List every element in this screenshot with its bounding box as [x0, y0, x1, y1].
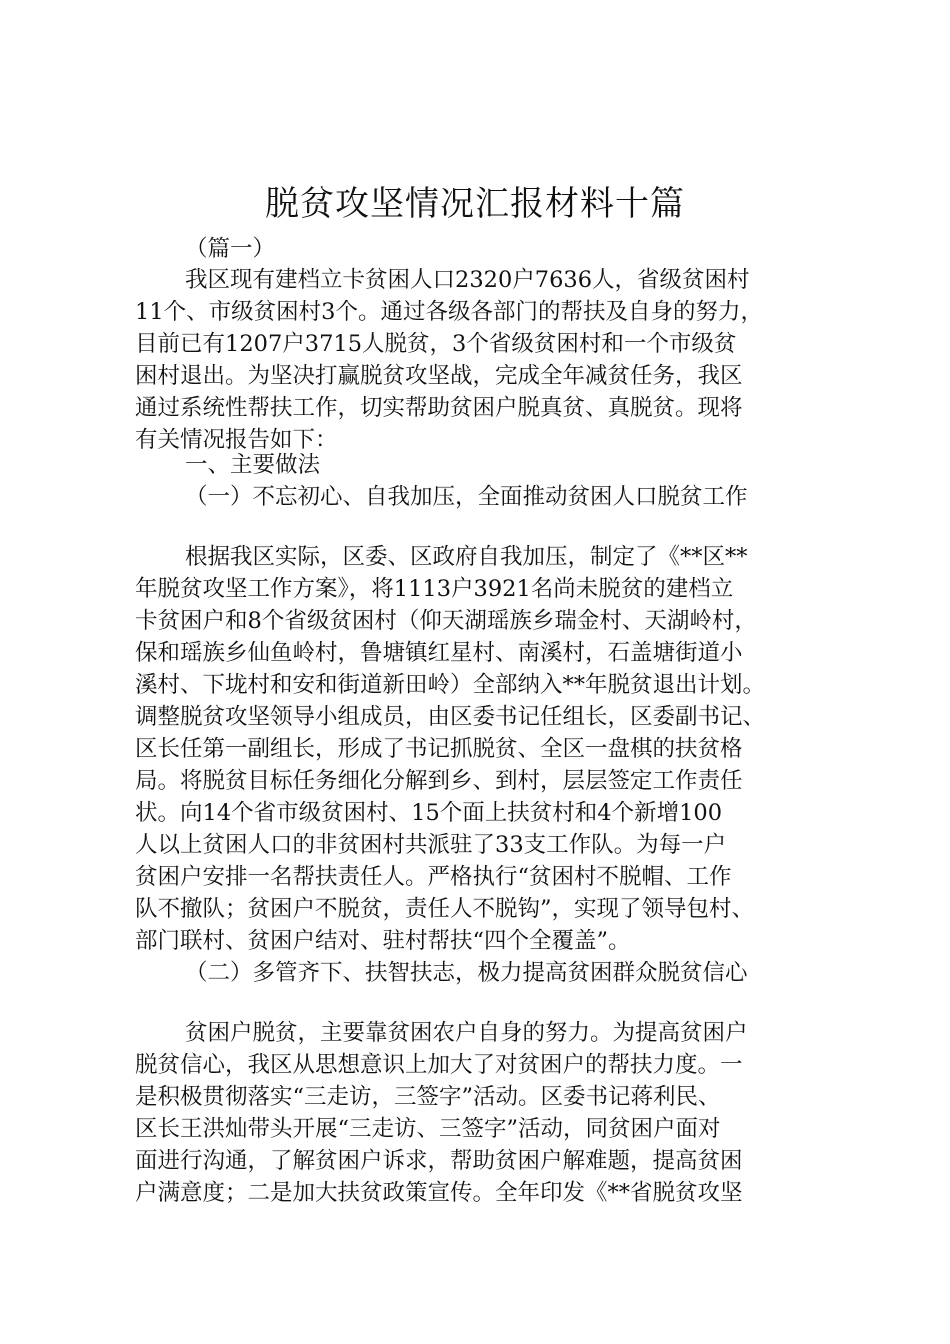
paragraph-line: 11个、市级贫困村3个。通过各级各部门的帮扶及自身的努力，	[135, 299, 763, 325]
subheading-one: （一）不忘初心、自我加压，全面推动贫困人口脱贫工作	[185, 484, 748, 510]
subheading-two: （二）多管齐下、扶智扶志，极力提高贫困群众脱贫信心	[185, 960, 748, 986]
paragraph-line: 保和瑶族乡仙鱼岭村，鲁塘镇红星村、南溪村，石盖塘街道小	[135, 640, 743, 666]
paragraph-line: 是积极贯彻落实“三走访，三签字”活动。区委书记蒋利民、	[135, 1084, 721, 1110]
document-title: 脱贫攻坚情况汇报材料十篇	[265, 184, 685, 224]
paragraph-line: 队不撤队；贫困户不脱贫，责任人不脱钩”，实现了领导包村、	[135, 896, 755, 922]
paragraph-line: 溪村、下垅村和安和街道新田岭）全部纳入**年脱贫退出计划。	[135, 672, 766, 698]
paragraph-line: 脱贫信心，我区从思想意识上加大了对贫困户的帮扶力度。一	[135, 1052, 743, 1078]
paragraph-line: 有关情况报告如下：	[135, 427, 338, 453]
heading-main-practices: 一、主要做法	[185, 452, 321, 478]
paragraph-line: 贫困户脱贫，主要靠贫困农户自身的努力。为提高贫困户	[185, 1020, 748, 1046]
paragraph-line: 困村退出。为坚决打赢脱贫攻坚战，完成全年减贫任务，我区	[135, 363, 743, 389]
paragraph-line: 部门联村、贫困户结对、驻村帮扶“四个全覆盖”。	[135, 928, 631, 954]
paragraph-line: 我区现有建档立卡贫困人口2320户7636人，省级贫困村	[185, 267, 750, 293]
paragraph-line: 人以上贫困人口的非贫困村共派驻了33支工作队。为每一户	[135, 832, 727, 858]
paragraph-line: 状。向14个省市级贫困村、15个面上扶贫村和4个新增100	[135, 800, 723, 826]
paragraph-line: 卡贫困户和8个省级贫困村（仰天湖瑶族乡瑞金村、天湖岭村，	[135, 608, 757, 634]
paragraph-line: 年脱贫攻坚工作方案》，将1113户3921名尚未脱贫的建档立	[135, 576, 734, 602]
section-label: （篇一）	[185, 236, 276, 262]
paragraph-line: 区长王洪灿带头开展“三走访、三签字”活动，同贫困户面对	[135, 1116, 721, 1142]
paragraph-line: 户满意度；二是加大扶贫政策宣传。全年印发《**省脱贫攻坚	[135, 1180, 743, 1206]
paragraph-line: 目前已有1207户3715人脱贫，3个省级贫困村和一个市级贫	[135, 331, 737, 357]
paragraph-line: 贫困户安排一名帮扶责任人。严格执行“贫困村不脱帽、工作	[135, 864, 732, 890]
paragraph-line: 面进行沟通，了解贫困户诉求，帮助贫困户解难题，提高贫困	[135, 1148, 743, 1174]
paragraph-line: 区长任第一副组长，形成了书记抓脱贫、全区一盘棋的扶贫格	[135, 736, 743, 762]
paragraph-line: 根据我区实际，区委、区政府自我加压，制定了《**区**	[185, 544, 748, 570]
paragraph-line: 局。将脱贫目标任务细化分解到乡、到村，层层签定工作责任	[135, 768, 743, 794]
paragraph-line: 通过系统性帮扶工作，切实帮助贫困户脱真贫、真脱贫。现将	[135, 395, 743, 421]
paragraph-line: 调整脱贫攻坚领导小组成员，由区委书记任组长，区委副书记、	[135, 704, 766, 730]
